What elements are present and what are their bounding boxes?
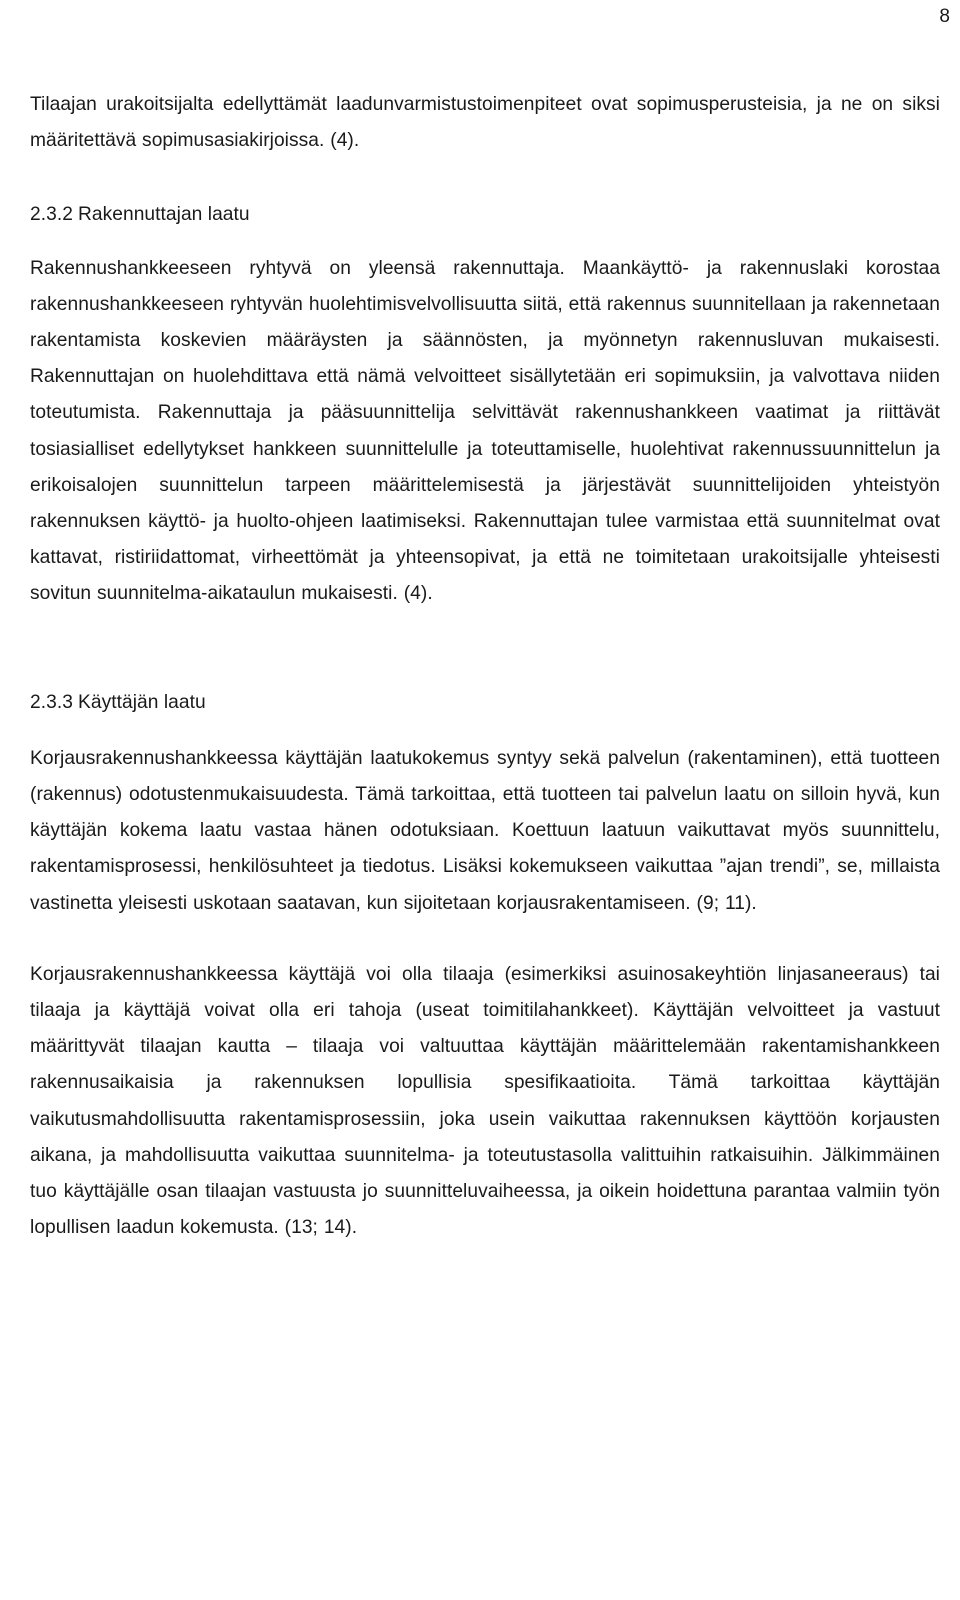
spacer [30, 721, 940, 741]
spacer [30, 922, 940, 957]
kayttaja-paragraph-2: Korjausrakennushankkeessa käyttäjä voi olla tilaaja (esimerkiksi asuinosakeyhtiön linjasaneeraus) tai tilaaja ja käyttäjä voivat olla eri tahoja (useat toimitilahankkeet). Käyttäjän velvoitteet ja vastuut määrittyvät tilaajan kautta – tilaaja voi valtuuttaa käyttäjän määrittelemään rakentamishankkeen rakennusaikaisia ja rakennuksen lopullisia spesifikaatioita. Tämä tarkoittaa käyttäjän vaikutusmahdollisuutta rakentamisprosessiin, joka usein vaikuttaa rakennuksen käyttöön korjausten aikana, ja mahdollisuutta vaikuttaa suunnitelma- ja toteutustasolla valittuihin ratkaisuihin. Jälkimmäinen tuo käyttäjälle osan tilaajan vastuusta jo suunnitteluvaiheessa, ja oikein hoidettuna parantaa valmiin työn lopullisen laadun kokemusta. (13; 14). [30, 963, 940, 1239]
section-number: 2.3.2 [30, 204, 73, 226]
section-heading-2-3-3 [30, 685, 940, 721]
kayttaja-paragraph-1: Korjausrakennushankkeessa käyttäjän laatukokemus syntyy sekä palvelun (rakentaminen), että tuotteen (rakennus) odotustenmukaisuudesta. Tämä tarkoittaa, että tuotteen tai palvelun laatu on silloin hyvä, kun käyttäjän kokema laatu vastaa hänen odotuksiaan. Koettuun laatuun vaikuttavat myös suunnittelu, rakentamisprosessi, henkilösuhteet ja tiedotus. Lisäksi kokemukseen vaikuttaa ”ajan trendi”, se, millaista vastinetta yleisesti uskotaan saatavan, kun sijoitetaan korjausrakentamiseen. (9; 11). [30, 747, 940, 914]
spacer [30, 234, 940, 251]
intro-paragraph: Tilaajan urakoitsijalta edellyttämät laadunvarmistustoimenpiteet ovat sopimusperusteisia, ja ne on siksi määritettävä sopimusasiakirjoissa. (4). [30, 94, 940, 152]
page-number: 8 [939, 6, 950, 27]
section-number: 2.3.3 [30, 691, 73, 713]
section-title: Käyttäjän laatu [78, 691, 206, 713]
rakennuttaja-paragraph: Rakennushankkeeseen ryhtyvä on yleensä rakennuttaja. Maankäyttö- ja rakennuslaki korostaa rakennushankkeeseen ryhtyvän huolehtimisvelvollisuutta siitä, että rakennus suunnitellaan ja rakennetaan rakentamista koskevien määräysten ja säännösten, ja myönnetyn rakennusluvan mukaisesti. Rakennuttajan on huolehdittava että nämä velvoitteet sisällytetään eri sopimuksiin, ja valvottava niiden toteutumista. Rakennuttaja ja pääsuunnittelija selvittävät rakennushankkeen vaatimat ja riittävät tosiasialliset edellytykset hankkeen suunnittelulle ja toteuttamiselle, huolehtivat rakennussuunnittelun ja erikoisalojen suunnittelun tarpeen määrittelemisestä ja järjestävät suunnittelijoiden yhteistyön rakennuksen käyttö- ja huolto-ohjeen laatimiseksi. Rakennuttajan tulee varmistaa että suunnitelmat ovat kattavat, ristiriidattomat, virheettömät ja yhteensopivat, ja että ne toimitetaan urakoitsijalle yhteisesti sovitun suunnitelma-aikataulun mukaisesti. (4). [30, 257, 940, 605]
section-heading-2-3-2 [30, 197, 940, 233]
spacer [30, 613, 940, 685]
spacer [30, 159, 940, 197]
section-title: Rakennuttajan laatu [78, 204, 250, 226]
document-body [30, 87, 940, 1246]
